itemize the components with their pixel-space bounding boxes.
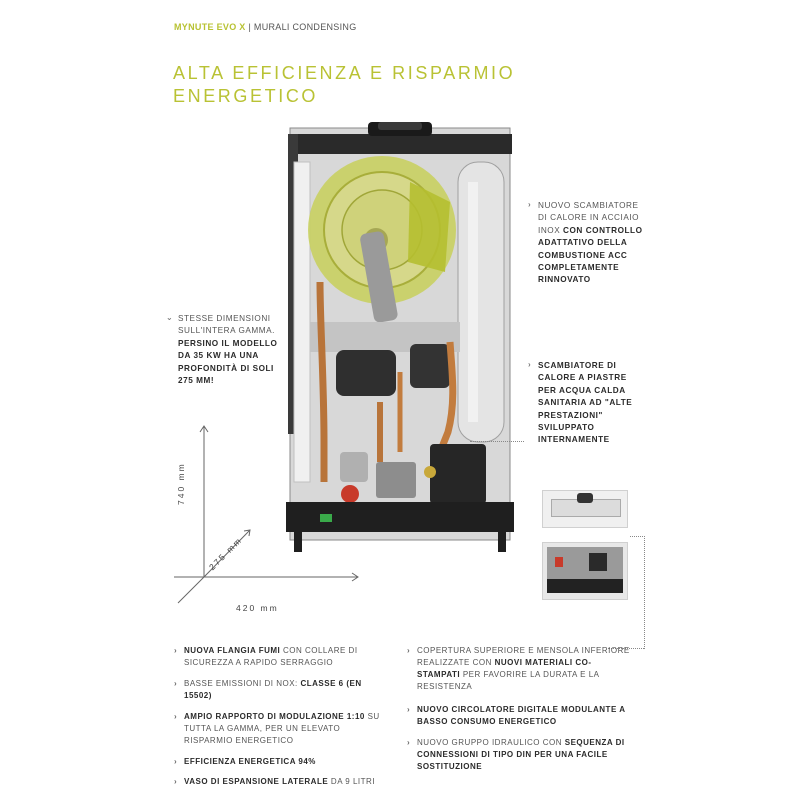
callout-plate-exchanger [530,360,648,447]
dimension-height: 740 mm [176,462,186,505]
chevron-right-icon: › [174,646,178,655]
chevron-right-icon: › [174,757,178,766]
feature-efficiency: › EFFICIENZA ENERGETICA 94% [174,757,316,766]
title-line-1: ALTA EFFICIENZA E RISPARMIO [173,63,516,83]
chevron-right-icon: › [407,646,411,655]
feature-cover-materials: › COPERTURA SUPERIORE E MENSOLA INFERIORE REALIZZATE CON NUOVI MATERIALI CO-STAMPATI PER FAVORIRE LA DURATA E LA RESISTENZA [407,646,630,691]
callout-left-bold: PERSINO IL MODELLO DA 35 KW HA UNA PROFONDITÀ DI SOLI 275 MM! [178,338,278,386]
header-category: MURALI CONDENSING [253,22,357,32]
chevron-right-icon: › [174,712,178,721]
chevron-right-icon: › [528,360,531,369]
brand-name: MYNUTE EVO X [174,22,246,32]
chevron-right-icon: › [528,200,531,209]
feature-expansion-vessel: › VASO DI ESPANSIONE LATERALE DA 9 LITRI [174,777,376,786]
callout-right-mid-bold: SCAMBIATORE DI CALORE A PIASTRE PER ACQUA CALDA SANITARIA AD "ALTE PRESTAZIONI" SVILUPPATO INTERNAMENTE [538,361,633,445]
chevron-right-icon: › [407,738,411,747]
feature-digital-pump: › NUOVO CIRCOLATORE DIGITALE MODULANTE A BASSO CONSUMO ENERGETICO [407,705,626,726]
callout-left-plain: STESSE DIMENSIONI SULL'INTERA GAMMA. [178,314,275,336]
callout-right-top-bold: CON CONTROLLO ADATTATIVO DELLA COMBUSTIONE ACC COMPLETAMENTE RINNOVATO [538,225,643,285]
leader-line [470,441,524,442]
feature-flue-flange: › NUOVA FLANGIA FUMI CON COLLARE DI SICUREZZA A RAPIDO SERRAGGIO [174,646,358,667]
feature-nox-class: › BASSE EMISSIONI DI NOX: CLASSE 6 (EN 15502) [174,679,362,700]
chevron-right-icon: › [407,705,411,714]
feature-hydraulic-group: › NUOVO GRUPPO IDRAULICO CON SEQUENZA DI CONNESSIONI DI TIPO DIN PER UNA FACILE SOSTITUZIONE [407,738,625,771]
detail-connector [630,536,645,649]
chevron-right-icon: › [174,777,178,786]
dimension-depth: 275 mm [207,534,245,573]
callout-dimensions [168,313,286,387]
page-title [173,62,593,108]
header-separator: | [248,22,252,32]
dimension-width: 420 mm [236,603,279,613]
callout-heat-exchanger [530,200,648,287]
chevron-right-icon: › [174,679,178,688]
detail-photo-top [542,490,628,528]
header [174,22,357,32]
feature-modulation: › AMPIO RAPPORTO DI MODULAZIONE 1:10 SU TUTTA LA GAMMA, PER UN ELEVATO RISPARMIO ENERGETICO [174,712,380,745]
detail-photo-bottom [542,542,628,600]
chevron-down-icon: ⌄ [166,313,173,322]
title-line-2: ENERGETICO [173,86,319,106]
callout-right-top-plain: NUOVO SCAMBIATORE DI CALORE IN ACCIAIO INOX [538,201,640,235]
dimension-axes [170,420,370,620]
